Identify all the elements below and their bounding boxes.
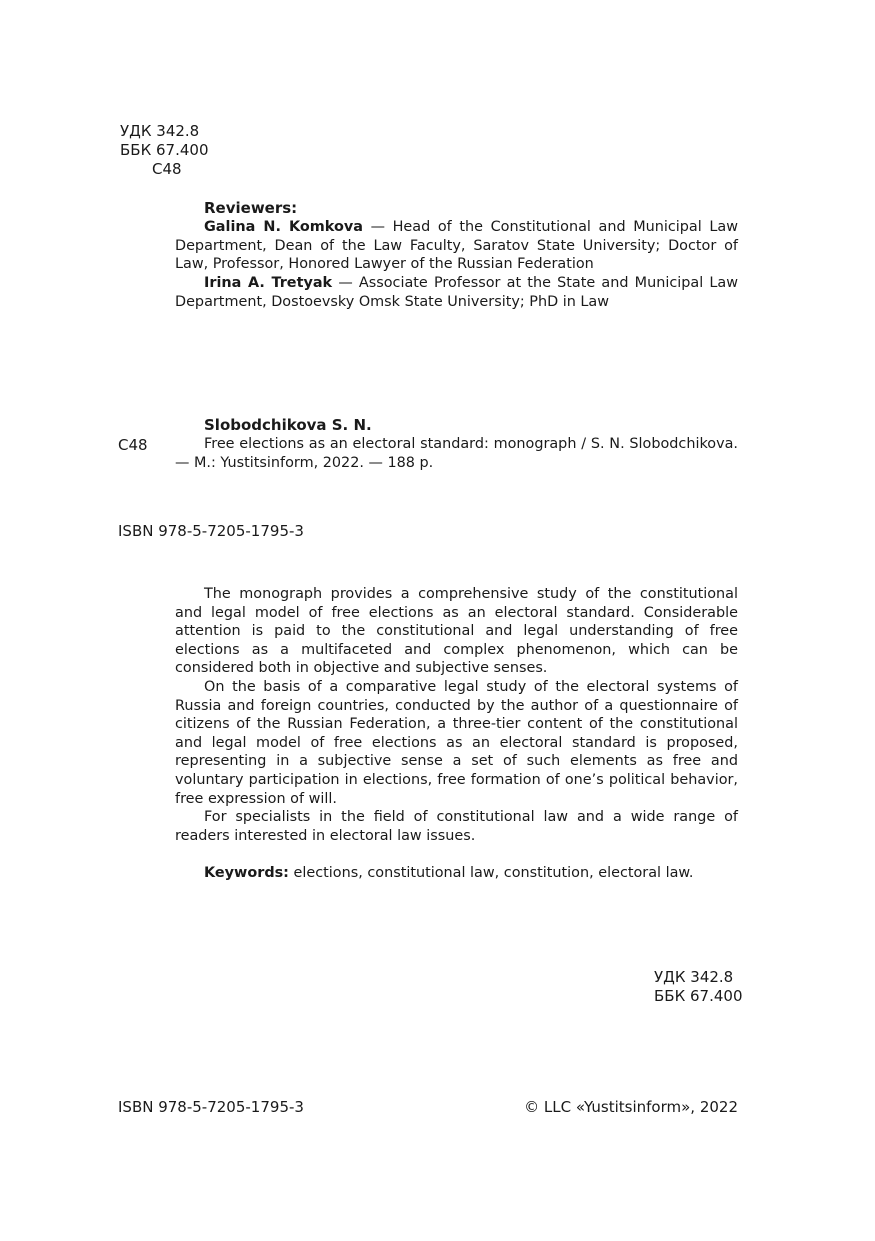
abstract xyxy=(175,585,738,883)
record-sign: С48 xyxy=(118,436,148,454)
keywords xyxy=(175,864,738,883)
footer-isbn: ISBN 978-5-7205-1795-3 xyxy=(118,1098,304,1116)
bbk-code: ББК 67.400 xyxy=(120,141,209,159)
footer-udk-code: УДК 342.8 xyxy=(654,968,734,986)
reviewer-2-description: — Associate Professor at the State and Municipal Law Department, Dostoevsky Omsk State University; PhD in Law xyxy=(175,275,738,310)
keywords-text: elections, constitutional law, constitution, electoral law. xyxy=(288,865,694,882)
isbn-top: ISBN 978-5-7205-1795-3 xyxy=(118,522,304,540)
udk-code: УДК 342.8 xyxy=(120,122,200,140)
author-sign: С48 xyxy=(152,160,182,178)
keywords-label: Keywords: xyxy=(204,865,289,882)
reviewer-1 xyxy=(175,218,738,274)
abstract-paragraph: For specialists in the field of constitutional law and a wide range of readers interested in electoral law issues. xyxy=(175,809,738,844)
abstract-paragraph: On the basis of a comparative legal study of the electoral systems of Russia and foreign countries, conducted by the author of a questionnaire of citizens of the Russian Federation, a three-tier content of the constitutional and legal model of free elections as an electoral standard is proposed, representing in a subjective sense a set of such elements as free and voluntary participation in elections, free formation of one’s political behavior, free expression of will. xyxy=(175,678,738,807)
reviewer-1-description: — Head of the Constitutional and Municipal Law Department, Dean of the Law Faculty, Saratov State University; Doctor of Law, Professor, Honored Lawyer of the Russian Federation xyxy=(175,219,738,273)
reviewer-1-name: Galina N. Komkova xyxy=(204,219,363,235)
reviewer-2-name: Irina A. Tretyak xyxy=(204,275,333,291)
abstract-paragraph: The monograph provides a comprehensive study of the constitutional and legal model of free elections as an electoral standard. Considerable attention is paid to the constitutional and legal understanding of free elections as a multifaceted and complex phenomenon, which can be considered both in objective and subjective senses. xyxy=(175,586,738,677)
author-name: Slobodchikova S. N. xyxy=(204,416,372,434)
footer-bbk-code: ББК 67.400 xyxy=(654,987,743,1005)
copyright: © LLC «Yustitsinform», 2022 xyxy=(524,1098,738,1116)
bibliographic-entry: Free elections as an electoral standard: monograph / S. N. Slobodchikova. — M.: Yustitsinform, 2022. — 188 p. xyxy=(175,436,738,471)
reviewers-heading: Reviewers: xyxy=(204,199,298,217)
reviewer-2 xyxy=(175,274,738,311)
